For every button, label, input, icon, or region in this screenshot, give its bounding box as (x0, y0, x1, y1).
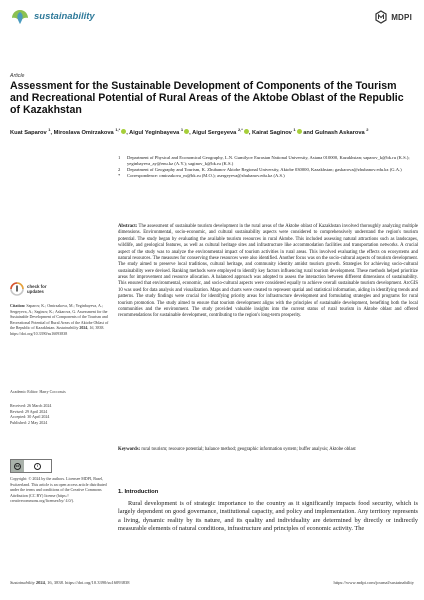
updates-label-2: updates (27, 289, 44, 294)
citation-journal: Sustainability (56, 325, 79, 331)
author-name: Aigul Yeginbayeva $^1$ (129, 127, 184, 136)
author-name: Gulnash Askarova $^2$ (314, 127, 369, 136)
citation-text: Saparov, K.; Omirzakova, M.; Yeginbayeva, A.; Sergeyeva, A.; Saginov, K.; Askarova, G. Assessment for the Sustainable Development of Components of the Tourism and Recreational Potential of Rural Areas of the Aktobe Oblast of the Republic of Kazakhstan. (10, 303, 109, 331)
citation-volume: 16 (89, 325, 94, 331)
affiliations (118, 155, 418, 179)
check-updates-icon (10, 282, 24, 296)
orcid-icon[interactable] (244, 129, 249, 134)
affiliation-row (118, 173, 418, 179)
citation-year: 2024 (79, 325, 88, 331)
orcid-icon[interactable] (121, 129, 126, 134)
abstract-label: Abstract: (118, 224, 138, 229)
affiliation-number: 2 (118, 167, 121, 173)
revised-date: Revised: 29 April 2024 (10, 408, 48, 414)
citation-label: Citation: (10, 303, 26, 308)
author-affiliation-marker: 1 (48, 127, 51, 132)
publisher-name: MDPI (391, 12, 412, 22)
author-list: Kuat Saparov $^1$, Miroslava Omirzakova $^{1,*}$, Aigul Yeginbayeva $^1$, Aigul Sergeyeva $^{2,*}$, Kairat Saginov $^1$ and Gulnash Askarova $^2$ (10, 127, 369, 136)
keywords (118, 447, 418, 453)
citation-doi[interactable]: , 3838. https://doi.org/10.3390/su16093838 (10, 325, 105, 336)
mdpi-shield-icon (374, 10, 388, 24)
abstract (118, 224, 418, 320)
author-affiliation-marker: 2 (366, 127, 369, 132)
affiliation-number: * (118, 173, 121, 179)
received-date: Received: 26 March 2024 (10, 403, 52, 408)
author-affiliation-marker: 1 (293, 127, 296, 132)
check-for-updates-button[interactable] (10, 280, 80, 298)
affiliation-text: Correspondence: omirzakova_m@bk.ru (M.O.); asergeyeva@zhubanov.edu.kz (A.S.) (127, 173, 285, 179)
author-affiliation-marker: 1 (180, 127, 184, 132)
journal-name: sustainability (34, 11, 95, 22)
affiliation-text: Department of Geography and Tourism, K. Zhubanov Aktobe Regional University, Aktobe 030000, Kazakhstan; gaskarova@zhubanov.edu.kz (G.A.) (127, 167, 402, 173)
footer-journal: Sustainability (10, 580, 35, 585)
footer-year: 2024 (35, 580, 45, 585)
affiliation-number: 1 (118, 155, 121, 160)
footer-website-link[interactable]: https://www.mdpi.com/journal/sustainability (333, 580, 414, 585)
section-heading: 1. Introduction (118, 489, 159, 495)
author-name: Kuat Saparov $^1$ (10, 127, 51, 136)
author-name: Aigul Sergeyeva $^{2,*}$ (192, 127, 243, 136)
author-name: Kairat Saginov $^1$ (252, 127, 296, 136)
accepted-date: Accepted: 30 April 2024 (10, 414, 50, 420)
paper-title: Assessment for the Sustainable Development of Components of the Tourism and Recreational Potential of Rural Areas of the Aktobe Oblast of the Republic of Kazakhstan (10, 80, 404, 117)
published-date: Published: 2 May 2024 (10, 419, 48, 425)
updates-label-1: check for (27, 284, 47, 289)
publication-dates (10, 403, 110, 425)
keywords-label: Keywords: (118, 447, 141, 452)
attribution-icon: i (34, 463, 41, 470)
orcid-icon[interactable] (184, 129, 189, 134)
author-affiliation-marker: 1,* (115, 127, 121, 132)
orcid-icon[interactable] (297, 129, 302, 134)
footer-doi[interactable]: , 16, 3838. https://doi.org/10.3390/su16093838 (44, 580, 130, 585)
article-type: Article (10, 73, 25, 79)
introduction-text: Rural development is of strategic importance to the country as it significantly impacts food security, which is largely dependent on good governance, institutional capacity, and policy and implementation. Any territory represents a living, dynamic reality by its nature, and its quality and individuality are determined by directly or indirectly measurable elements of natural conditions, infrastructure and principles of economic activity. The (118, 500, 418, 532)
journal-logo-icon (10, 8, 30, 26)
affiliation-text: Department of Physical and Economical Geography, L.N. Gumilyov Eurasian National University, Astana 010000, Kazakhstan; saparov_k@bk.ru (K.S.); yeginbayeva_ay@enu.kz (A.Y.); saginov_k@bk.ru (K.S.) (127, 155, 410, 167)
keywords-text: rural tourism; resource potential; balance method; geographic information system; buffer analysis; Aktobe oblast (141, 447, 356, 452)
abstract-text: The assessment of sustainable tourism development in the rural areas of the Aktobe oblast of Kazakhstan involved thoroughly analyzing multiple dimensions. Environmental, socio-economic, and cultural sustainability aspects were considered to comprehensively understand the region's tourism potential. The study began by evaluating the available tourism resources in rural Aktobe. This included assessing natural attractions such as landscapes, wildlife, and geological features, as well as cultural heritage sites and infrastructure like accommodation facilities and transportation networks. A crucial aspect of the study was to analyze the environmental impact of tourism activities in rural areas. This involved evaluating the effects on ecosystems and natural resources. The measures for conserving these resources were also identified. Another focus was on the socio-cultural aspects of tourism development. The study aimed to preserve local traditions, cultural heritage, and community identity amidst tourism growth. Strategies for achieving socio-cultural sustainability were devised. Ranking methods were employed to identify key factors influencing rural tourism development. These methods helped prioritize areas for improvement and resource allocation. A balanced approach was adopted to assess the interaction between different dimensions of sustainability. This ensured that environmental, economic, and socio-cultural aspects were considered equally to achieve overall sustainable tourism development. ArcGIS 10 was used for data analysis and visualization. Maps and charts were created to represent spatial and statistical information, aiding in identifying trends and patterns. The study findings were crucial for identifying priority areas for infrastructure development and formulating strategies and programs for rural tourism promotion. The study aimed to ensure that tourism development aligns with the principles of sustainable development, benefiting both the local communities and the environment. The study provided valuable insights into the current status of rural tourism in Aktobe oblast and offered recommendations for sustainable development, contributing to the region's long-term prosperity. (118, 224, 418, 319)
author-affiliation-marker: 2,* (237, 127, 243, 132)
cc-icon: cc (15, 463, 20, 468)
academic-editor: Academic Editor: Harry Coccossis (10, 389, 66, 394)
publisher-logo (374, 10, 412, 24)
copyright-notice: Copyright: © 2024 by the authors. Licensee MDPI, Basel, Switzerland. This article is an open access article distributed under the terms and conditions of the Creative Commons Attribution (CC BY) license (https:// creativecommons.org/licenses/by/ 4.0/). (10, 476, 107, 504)
cc-license-badge[interactable] (10, 459, 52, 473)
author-name: Miroslava Omirzakova $^{1,*}$ (53, 127, 121, 136)
citation-block: Citation: Saparov, K.; Omirzakova, M.; Yeginbayeva, A.; Sergeyeva, A.; Saginov, K.; Askarova, G. Assessment for the Sustainable Development of Components of the Tourism and Recreational Potential of Rural Areas of the Aktobe Oblast of the Republic of Kazakhstan. Sustainability 2024, 16, 3838. https://doi.org/10.3390/su16093838 (10, 303, 109, 336)
affiliation-row (118, 155, 418, 167)
